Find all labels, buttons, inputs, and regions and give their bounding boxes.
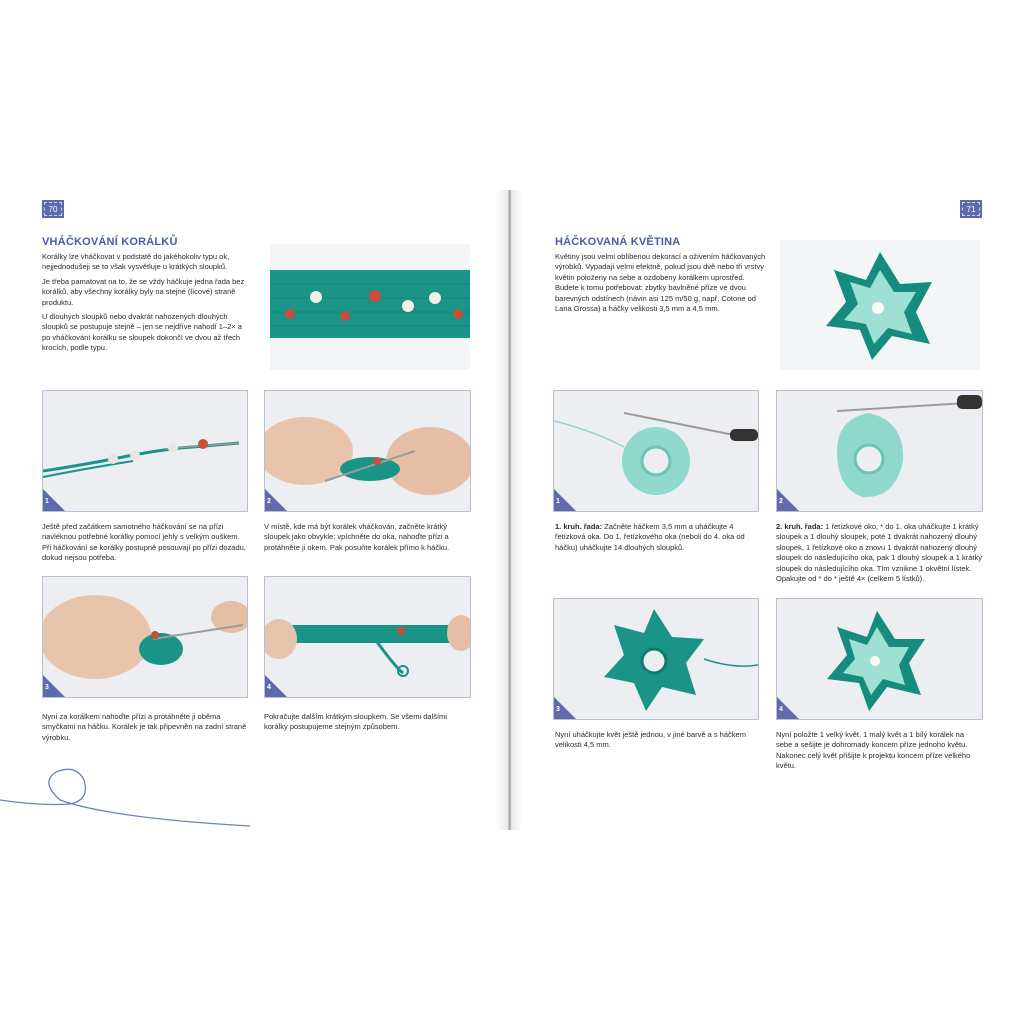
flower-step-text-3: Nyní uháčkujte květ ještě jednou, v jiné barvě a s háčkem velikosti 4,5 mm. (555, 730, 746, 750)
step-body: 1 řetízkové oko, * do 1. oka uháčkujte 1 krátký sloupek a 1 dlouhý sloupek, poté 1 dvakrát nahozený dlouhý sloupek, 1 řetízkové oko a znovu 1 dvakrát nahozený dlouhý sloupek do následujícího oka, pak 1 dlouhý sloupek a 1 krátký sloupek do následujícího oka. Tím vznikne 1 okvětní lístek. Opakujte od * do * ještě 4× (celkem 5 lístků). (776, 522, 982, 584)
flower-step-text-4: Nyní položte 1 velký květ, 1 malý květ a 1 bílý korálek na sebe a sešijte je dohromady koncem příze jednoho květu. Nakonec celý květ přišijte k projektu koncem příze velkého květu. (776, 730, 971, 771)
yarn-swirl-decoration (0, 760, 260, 830)
heading-left: VHÁČKOVÁNÍ KORÁLKŮ (42, 236, 178, 248)
intro-right: Květiny jsou velmi oblíbenou dekorací a oživením háčkovaných výrobků. Vypadají velmi efektně, pokud jsou dvě nebo tři vrstvy květin položeny na sebe a ozdobeny korálkem uprostřed. Budete k tomu potřebovat: zbytky bavlněné příze ve dvou barevných odstínech (návin asi 125 m/50 g, např. Cotone od Lana Grossa) a háčky velikosti 3,5 mm a 4,5 mm. (555, 252, 766, 314)
step-number: 1 (556, 498, 560, 505)
finished-flower-photo (780, 240, 980, 370)
step-photo-4 (264, 576, 471, 698)
step-number: 4 (779, 706, 783, 713)
flower-step-photo-3 (553, 598, 759, 720)
book-gutter (496, 190, 522, 830)
page-number-right: 71 (960, 200, 982, 218)
intro-left (42, 252, 252, 358)
flower-step-photo-2 (776, 390, 983, 512)
step-lead: 2. kruh. řada: (776, 522, 824, 531)
step-number: 2 (267, 498, 271, 505)
beaded-band-photo (270, 244, 470, 370)
step-text-4: Pokračujte dalším krátkým sloupkem. Se všemi dalšími korálky postupujeme stejným způsobem. (264, 712, 447, 732)
flower-step-photo-1 (553, 390, 759, 512)
step-number: 4 (267, 684, 271, 691)
step-photo-3 (42, 576, 248, 698)
step-number: 1 (45, 498, 49, 505)
step-body: Začněte háčkem 3,5 mm a uháčkujte 4 řetízková oka. Do 1. řetízkového oka (neboli do 4. oka od háčku) uháčkujte 14 dlouhých sloupků. (555, 522, 745, 552)
heading-right: HÁČKOVANÁ KVĚTINA (555, 236, 681, 248)
step-photo-1 (42, 390, 248, 512)
step-number: 2 (779, 498, 783, 505)
step-number: 3 (45, 684, 49, 691)
flower-step-text-2 (776, 522, 991, 584)
flower-step-photo-4 (776, 598, 983, 720)
step-text-2: V místě, kde má být korálek vháčkován, začněte krátký sloupek jako obvykle: vpíchněte do oka, nahoďte přízi a protáhněte ji okem. Pak posuňte korálek přímo k háčku. (264, 522, 450, 552)
page-number-left: 70 (42, 200, 64, 218)
step-photo-2 (264, 390, 471, 512)
step-lead: 1. kruh. řada: (555, 522, 603, 531)
flower-step-text-1 (555, 522, 760, 553)
step-text-1: Ještě před začátkem samotného háčkování se na přízi navléknou potřebné korálky pomocí jehly s velkým ouškem. Při háčkování se korálky postupně posouvají po přízi dozadu, dokud nejsou potřeba. (42, 522, 246, 563)
intro-paragraph: U dlouhých sloupků nebo dvakrát nahozených dlouhých sloupků se postupuje stejně – jen se nejdříve nahodí 1–2× a po vháčkování korálku se sloupek dokončí ve dvou až třech krocích, podle typu. (42, 312, 242, 353)
intro-paragraph: Je třeba pamatovat na to, že se vždy háčkuje jedna řada bez korálků, aby všechny korálky byly na stejné (lícové) straně produktu. (42, 276, 245, 307)
step-text-3: Nyní za korálkem nahoďte přízi a protáhněte ji oběma smyčkami na háčku. Korálek je tak připevněn na zadní straně výrobku. (42, 712, 247, 742)
step-number: 3 (556, 706, 560, 713)
intro-paragraph: Korálky lze vháčkovat v podstatě do jakéhokoliv typu ok, nejjednodušeji se to však vysvětluje u krátkých sloupků. (42, 252, 230, 272)
